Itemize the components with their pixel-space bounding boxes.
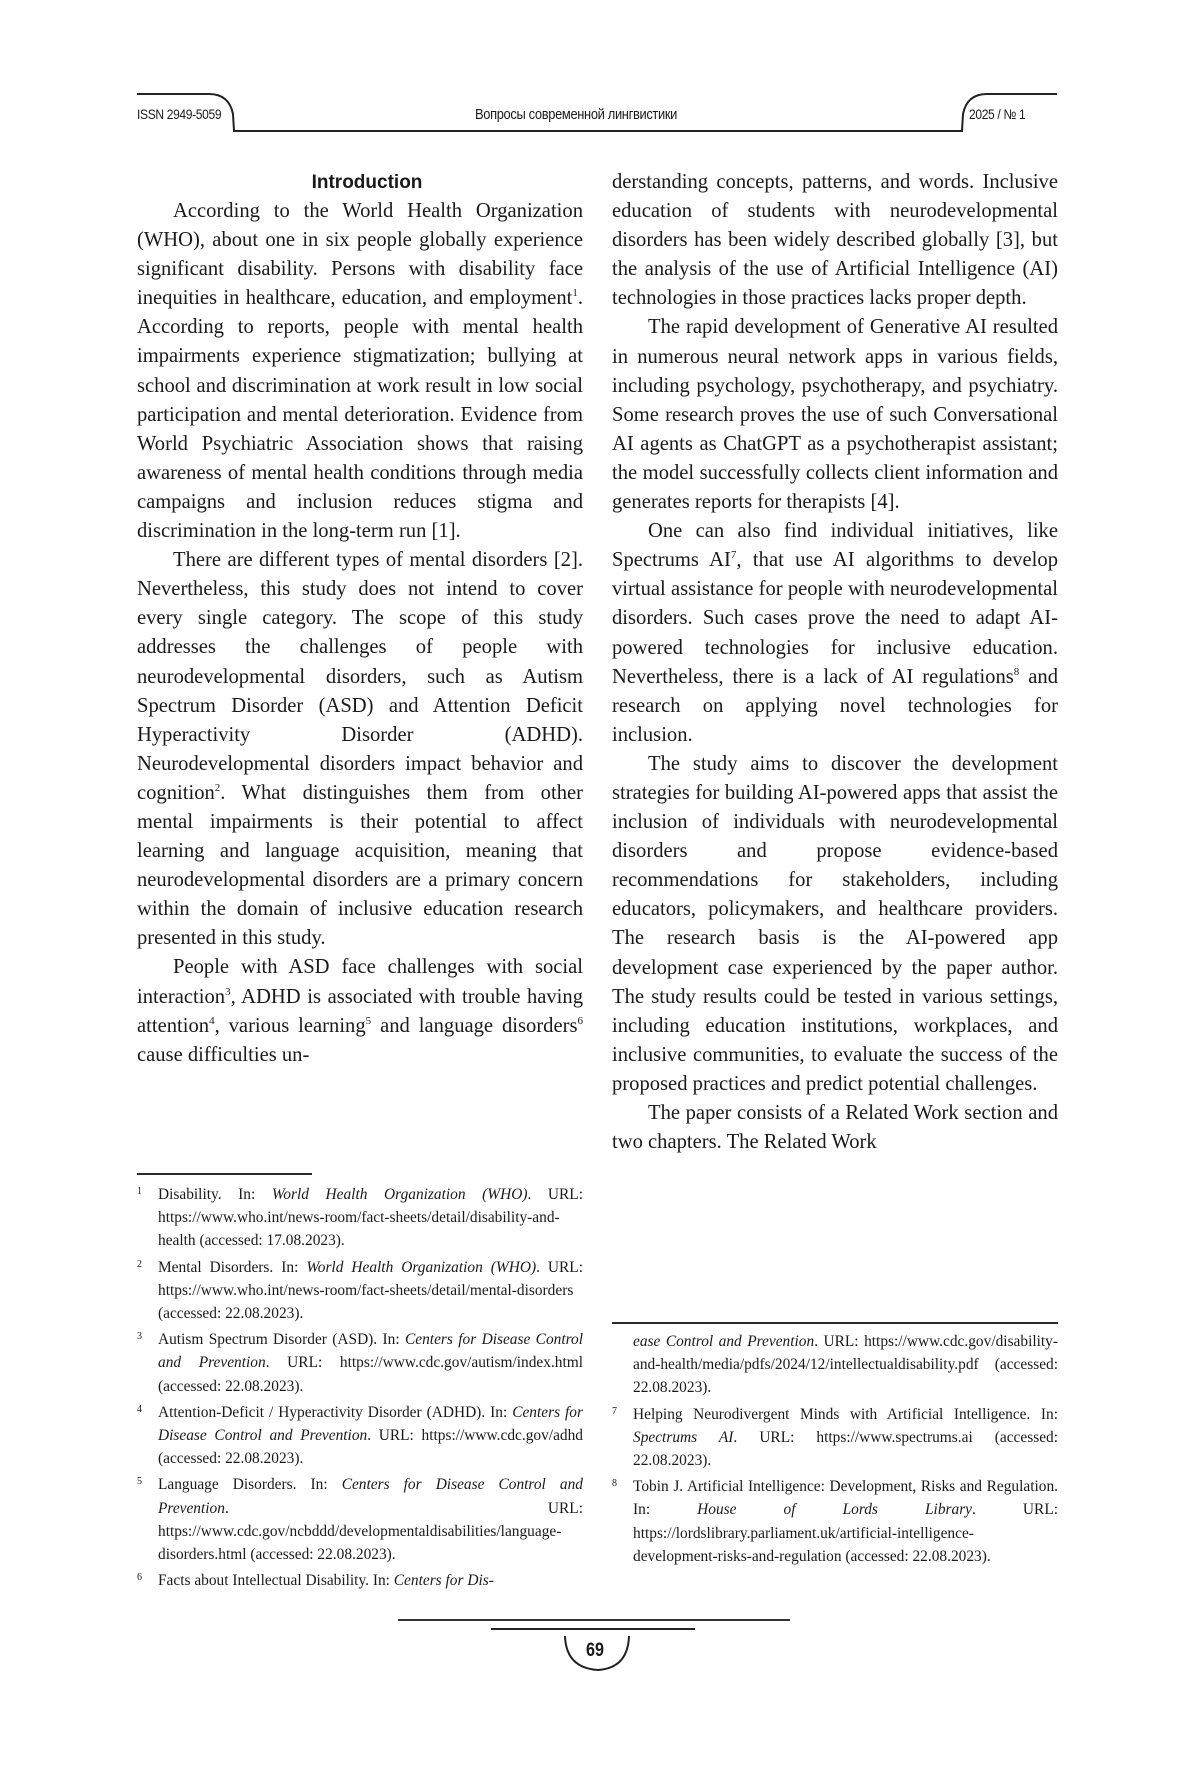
footnote xyxy=(137,1256,583,1326)
text-run: Attention-Deficit / Hyperactivity Disorder (ADHD). In: xyxy=(158,1403,513,1421)
footnote-marker[interactable]: 5 xyxy=(365,1014,372,1027)
text-run: cause difficulties un- xyxy=(137,1043,310,1066)
footnote-marker[interactable]: 6 xyxy=(577,1014,583,1027)
journal-title: Вопросы современной лингвистики xyxy=(475,106,678,123)
text-run: Autism Spectrum Disorder (ASD). In: xyxy=(158,1331,405,1349)
paragraph xyxy=(612,517,1058,750)
text-run: . URL: https://www.cdc.gov/adhd (accessed: 22.08.2023). xyxy=(158,1427,583,1468)
footnote-marker[interactable]: 2 xyxy=(214,781,221,794)
footnotes-right xyxy=(612,1330,1058,1571)
text-run: . URL: https://www.who.int/news-room/fact-sheets/detail/mental-disorders (accessed: 22.08.2023). xyxy=(158,1258,583,1323)
italic-source: House of Lords Library xyxy=(697,1501,973,1519)
footnote-number: 3 xyxy=(137,1331,142,1343)
text-run: , that use AI algorithms to develop virtual assistance for people with neurodevelopmental disorders. Such cases prove the need to adapt AI-powered technologies for inclusive education. Nevertheless, there is a lack of AI regulations xyxy=(612,549,1058,688)
footnote xyxy=(612,1475,1058,1568)
section-title: Introduction xyxy=(311,172,423,193)
footnote-number: 1 xyxy=(137,1186,142,1197)
issn: ISSN 2949-5059 xyxy=(137,106,222,122)
footnote-number: 6 xyxy=(137,1572,142,1584)
page-number: 69 xyxy=(586,1640,604,1661)
footnote xyxy=(612,1403,1058,1473)
left-column-body xyxy=(137,197,583,1070)
italic-source: Centers for Dis- xyxy=(393,1572,494,1590)
text-run: . URL: https://www.cdc.gov/ncbddd/developmentaldisabilities/language-disorders.html (accessed: 22.08.2023). xyxy=(158,1499,583,1564)
paragraph xyxy=(137,197,583,546)
paragraph xyxy=(137,546,583,953)
text-run: Language Disorders. In: xyxy=(158,1476,342,1494)
italic-source: World Health Organization (WHO) xyxy=(306,1258,537,1276)
footnote-rule-left xyxy=(137,1173,312,1175)
text-run: Mental Disorders. In: xyxy=(158,1258,307,1276)
text-run: Facts about Intellectual Disability. In: xyxy=(158,1572,394,1590)
text-run: . URL: https://www.cdc.gov/autism/index.html (accessed: 22.08.2023). xyxy=(158,1354,583,1395)
text-run: People with ASD face challenges with social interaction xyxy=(137,956,583,1008)
footnote-number: 7 xyxy=(612,1405,617,1417)
text-run: According to the World Health Organization (WHO), about one in six people globally experience significant disability. Persons with disability face inequities in healthcare, education, and employment xyxy=(137,200,583,310)
italic-source: Spectrums AI xyxy=(633,1428,734,1446)
page-footer xyxy=(398,1618,798,1688)
running-header xyxy=(137,92,1057,132)
text-run: The paper consists of a Related Work section and two chapters. The Related Work xyxy=(612,1102,1058,1154)
right-column xyxy=(612,168,1058,1157)
text-run: and language disorders xyxy=(371,1014,578,1037)
text-run: Disability. In: xyxy=(158,1186,272,1203)
text-run: Helping Neurodivergent Minds with Artificial Intelligence. In: xyxy=(633,1405,1058,1423)
italic-source: Centers for Disease Control and Prevention xyxy=(158,1331,583,1372)
text-run: . What distinguishes them from other mental impairments is their potential to affect learning and language acquisition, meaning that neurodevelopmental disorders are a primary concern within the domain of inclusive education research presented in this study. xyxy=(137,781,583,950)
issue-number: 2025 / № 1 xyxy=(969,106,1026,122)
text-run: . According to reports, people with mental health impairments experience stigmatization; bullying at school and discrimination at work result in low social participation and mental deterioration. Evidence from World Psychiatric Association shows that raising awareness of mental health conditions through media campaigns and inclusion reduces stigma and discrimination in the long-term run [1]. xyxy=(137,287,583,543)
footnotes-left xyxy=(137,1183,583,1595)
paragraph xyxy=(612,750,1058,1099)
paragraph xyxy=(612,1099,1058,1157)
footnote xyxy=(137,1473,583,1566)
footnote xyxy=(137,1401,583,1471)
footnote-marker[interactable]: 3 xyxy=(225,985,231,998)
italic-source: Centers for Disease Control and Prevention xyxy=(158,1403,583,1445)
paragraph xyxy=(612,168,1058,313)
footnote xyxy=(137,1183,583,1253)
paragraph xyxy=(612,313,1058,517)
text-run: derstanding concepts, patterns, and words. Inclusive education of students with neurodevelopmental disorders has been widely described globally [3], but the analysis of the use of Artificial Intelligence (AI) technologies in those practices lacks proper depth. xyxy=(612,171,1058,310)
text-run: . URL: https://lordslibrary.parliament.uk/artificial-intelligence-development-risks-and-regulation (accessed: 22.08.2023). xyxy=(633,1501,1058,1565)
text-run: , ADHD is associated with trouble having attention xyxy=(137,985,583,1037)
footnote-marker[interactable]: 1 xyxy=(572,287,578,300)
footnote xyxy=(137,1328,583,1398)
text-run: Tobin J. Artificial Intelligence: Development, Risks and Regulation. In: xyxy=(633,1478,1058,1519)
paragraph xyxy=(137,953,583,1069)
footnote-rule-right xyxy=(612,1322,1058,1324)
footnote xyxy=(137,1569,583,1592)
text-run: . URL: https://www.spectrums.ai (accessed: 22.08.2023). xyxy=(633,1428,1058,1470)
footnote-marker[interactable]: 8 xyxy=(1013,665,1020,678)
footnote-number: 4 xyxy=(137,1403,142,1415)
text-run: , various learning xyxy=(214,1014,366,1037)
right-column-body xyxy=(612,168,1058,1157)
text-run: There are different types of mental disorders [2]. Nevertheless, this study does not intend to cover every single category. The scope of this study addresses the challenges of people with neurodevelopmental disorders, such as Autism Spectrum Disorder (ASD) and Attention Deficit Hyperactivity Disorder (ADHD). Neurodevelopmental disorders impact behavior and cognition xyxy=(137,549,583,804)
footnote-marker[interactable]: 4 xyxy=(209,1014,215,1027)
text-run: . URL: https://www.who.int/news-room/fact-sheets/detail/disability-and-health (accessed: 17.08.2023). xyxy=(158,1186,583,1250)
italic-source: ease Control and Prevention xyxy=(633,1333,815,1350)
footnote-number: 8 xyxy=(612,1478,617,1490)
footnote-number: 5 xyxy=(137,1476,142,1488)
text-run: and research on applying novel technologies for inclusion. xyxy=(612,665,1058,746)
text-run: . URL: https://www.cdc.gov/disability-and-health/media/pdfs/2024/12/intellectualdisability.pdf (accessed: 22.08.2023). xyxy=(633,1333,1059,1397)
text-run: One can also find individual initiatives, like Spectrums AI xyxy=(612,520,1058,572)
footnote xyxy=(612,1330,1058,1400)
italic-source: World Health Organization (WHO) xyxy=(271,1186,528,1203)
left-column xyxy=(137,168,583,1070)
footnote-marker[interactable]: 7 xyxy=(730,549,737,562)
text-run: The rapid development of Generative AI resulted in numerous neural network apps in various fields, including psychology, psychotherapy, and psychiatry. Some research proves the use of such Conversational AI agents as ChatGPT as a psychotherapist assistant; the model successfully collects client information and generates reports for therapists [4]. xyxy=(612,316,1058,514)
footnote-number: 2 xyxy=(137,1258,142,1270)
italic-source: Centers for Disease Control and Prevention xyxy=(158,1476,583,1517)
text-run: The study aims to discover the development strategies for building AI-powered apps that assist the inclusion of individuals with neurodevelopmental disorders and propose evidence-based recommendations for stakeholders, including educators, policymakers, and healthcare providers. The research basis is the AI-powered app development case experienced by the paper author. The study results could be tested in various settings, including education institutions, workplaces, and inclusive communities, to evaluate the success of the proposed practices and predict potential challenges. xyxy=(612,752,1058,1095)
